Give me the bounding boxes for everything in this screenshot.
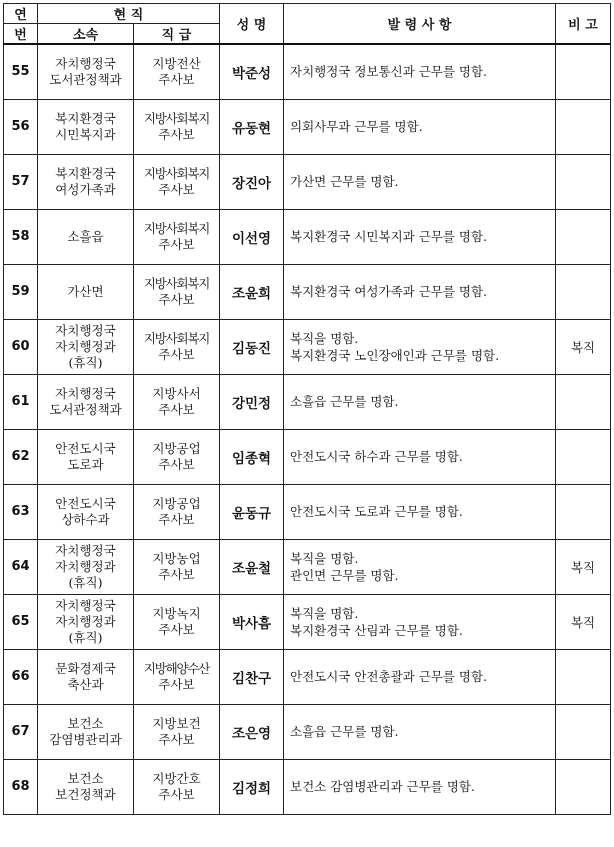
header-order: 발 령 사 항: [284, 4, 556, 45]
rank-line: 주사보: [158, 786, 195, 802]
order-line: 복직을 명함.: [290, 550, 359, 566]
order-cell: [284, 539, 556, 594]
department-cell: [38, 264, 134, 319]
note-cell: [556, 484, 611, 539]
table-row: [4, 649, 611, 704]
note-cell: [556, 759, 611, 814]
department-cell: [38, 594, 134, 649]
note-cell: [556, 44, 611, 99]
rank-cell: [134, 429, 220, 484]
department-line: 안전도시국: [55, 495, 116, 511]
order-line: 복지환경국 여성가족과 근무를 명함.: [290, 284, 488, 299]
row-number: 60: [4, 319, 38, 374]
rank-line: 지방농업: [152, 550, 201, 566]
department-line: 보건정책과: [55, 786, 116, 802]
order-line: 안전도시국 안전총괄과 근무를 명함.: [290, 669, 488, 684]
note-cell: [556, 704, 611, 759]
department-line: 자치행정과: [55, 338, 116, 354]
person-name: 조은영: [220, 704, 284, 759]
table-row: [4, 264, 611, 319]
table-body: [4, 44, 611, 814]
department-cell: [38, 539, 134, 594]
header-rank: 직 급: [134, 24, 220, 45]
order-line: 복지환경국 시민복지과 근무를 명함.: [290, 229, 488, 244]
rank-line: 지방사회복지: [143, 330, 210, 346]
rank-line: 주사보: [158, 71, 195, 87]
order-cell: [284, 594, 556, 649]
note-cell: [556, 209, 611, 264]
note-cell: [556, 264, 611, 319]
order-line: 가산면 근무를 명함.: [290, 174, 399, 189]
note-cell: 복직: [556, 319, 611, 374]
rank-line: 주사보: [158, 401, 195, 417]
department-line: (휴직): [68, 629, 103, 645]
person-name: 강민정: [220, 374, 284, 429]
order-line: 관인면 근무를 명함.: [290, 567, 399, 583]
rank-line: 주사보: [158, 566, 195, 582]
order-line: 안전도시국 하수과 근무를 명함.: [290, 449, 463, 464]
order-line: 소흘읍 근무를 명함.: [290, 724, 399, 739]
person-name: 조윤희: [220, 264, 284, 319]
note-cell: 복직: [556, 594, 611, 649]
order-line: 복직을 명함.: [290, 605, 359, 621]
order-cell: [284, 484, 556, 539]
order-line: 안전도시국 도로과 근무를 명함.: [290, 504, 463, 519]
rank-cell: [134, 539, 220, 594]
department-line: 여성가족과: [55, 181, 116, 197]
row-number: 66: [4, 649, 38, 704]
rank-cell: [134, 374, 220, 429]
rank-line: 주사보: [158, 456, 195, 472]
department-cell: [38, 209, 134, 264]
rank-cell: [134, 594, 220, 649]
person-name: 윤동규: [220, 484, 284, 539]
department-line: 상하수과: [61, 511, 110, 527]
department-line: 자치행정국: [55, 55, 116, 71]
department-cell: [38, 704, 134, 759]
order-cell: [284, 264, 556, 319]
order-cell: [284, 99, 556, 154]
row-number: 55: [4, 44, 38, 99]
rank-cell: [134, 99, 220, 154]
rank-cell: [134, 154, 220, 209]
header-no-bottom: 번: [4, 24, 38, 45]
department-line: 도서관정책과: [49, 401, 122, 417]
person-name: 이선영: [220, 209, 284, 264]
table-header: [4, 4, 611, 45]
header-current-post: 현 직: [38, 4, 220, 24]
order-cell: [284, 429, 556, 484]
note-cell: [556, 429, 611, 484]
rank-line: 지방공업: [152, 495, 201, 511]
row-number: 64: [4, 539, 38, 594]
rank-line: 지방간호: [152, 770, 201, 786]
rank-cell: [134, 759, 220, 814]
person-name: 김동진: [220, 319, 284, 374]
order-line: 보건소 감염병관리과 근무를 명함.: [290, 779, 475, 794]
row-number: 57: [4, 154, 38, 209]
table-row: [4, 594, 611, 649]
rank-cell: [134, 649, 220, 704]
department-cell: [38, 759, 134, 814]
department-line: 자치행정과: [55, 558, 116, 574]
department-line: 문화경제국: [55, 660, 116, 676]
department-cell: [38, 44, 134, 99]
row-number: 56: [4, 99, 38, 154]
department-cell: [38, 484, 134, 539]
department-line: 도서관정책과: [49, 71, 122, 87]
row-number: 61: [4, 374, 38, 429]
row-number: 67: [4, 704, 38, 759]
order-line: 복지환경국 산림과 근무를 명함.: [290, 622, 463, 638]
rank-line: 주사보: [158, 346, 195, 362]
person-name: 김정희: [220, 759, 284, 814]
table-row: [4, 154, 611, 209]
table-row: [4, 319, 611, 374]
table-row: [4, 99, 611, 154]
department-line: 소흘읍: [67, 228, 104, 244]
person-name: 조윤철: [220, 539, 284, 594]
department-line: 자치행정국: [55, 322, 116, 338]
note-cell: 복직: [556, 539, 611, 594]
row-number: 63: [4, 484, 38, 539]
department-cell: [38, 374, 134, 429]
department-line: 복지환경국: [55, 110, 116, 126]
rank-line: 주사보: [158, 236, 195, 252]
rank-line: 지방사서: [152, 385, 201, 401]
order-cell: [284, 704, 556, 759]
department-line: 가산면: [67, 283, 104, 299]
order-line: 복직을 명함.: [290, 330, 359, 346]
order-cell: [284, 154, 556, 209]
row-number: 65: [4, 594, 38, 649]
table-row: [4, 704, 611, 759]
rank-line: 주사보: [158, 676, 195, 692]
rank-line: 주사보: [158, 731, 195, 747]
rank-line: 지방녹지: [152, 605, 201, 621]
note-cell: [556, 374, 611, 429]
department-line: 자치행정과: [55, 613, 116, 629]
rank-line: 지방해양수산: [143, 660, 210, 676]
rank-line: 주사보: [158, 181, 195, 197]
table-row: [4, 759, 611, 814]
order-cell: [284, 649, 556, 704]
rank-cell: [134, 319, 220, 374]
department-line: (휴직): [68, 354, 103, 370]
rank-cell: [134, 704, 220, 759]
rank-cell: [134, 209, 220, 264]
header-no-top: 연: [4, 4, 38, 24]
department-cell: [38, 319, 134, 374]
department-line: 도로과: [67, 456, 104, 472]
department-line: 감염병관리과: [49, 731, 122, 747]
person-name: 유동현: [220, 99, 284, 154]
table-row: [4, 429, 611, 484]
rank-line: 지방보건: [152, 715, 201, 731]
department-line: 보건소: [67, 770, 104, 786]
department-cell: [38, 99, 134, 154]
order-line: 소흘읍 근무를 명함.: [290, 394, 399, 409]
order-cell: [284, 759, 556, 814]
order-cell: [284, 44, 556, 99]
personnel-order-table: [3, 3, 611, 815]
note-cell: [556, 649, 611, 704]
person-name: 임종혁: [220, 429, 284, 484]
rank-line: 지방공업: [152, 440, 201, 456]
header-name: 성 명: [220, 4, 284, 45]
department-line: 복지환경국: [55, 165, 116, 181]
row-number: 59: [4, 264, 38, 319]
person-name: 박준성: [220, 44, 284, 99]
person-name: 장진아: [220, 154, 284, 209]
person-name: 박사흠: [220, 594, 284, 649]
rank-line: 주사보: [158, 126, 195, 142]
rank-line: 지방사회복지: [143, 165, 210, 181]
order-line: 자치행정국 정보통신과 근무를 명함.: [290, 64, 488, 80]
header-dept: 소속: [38, 24, 134, 45]
note-cell: [556, 99, 611, 154]
department-line: 자치행정국: [55, 542, 116, 558]
order-cell: [284, 209, 556, 264]
order-line: 의회사무과 근무를 명함.: [290, 119, 423, 134]
department-line: 축산과: [67, 676, 104, 692]
row-number: 58: [4, 209, 38, 264]
order-cell: [284, 319, 556, 374]
rank-line: 지방전산: [152, 55, 201, 71]
order-cell: [284, 374, 556, 429]
department-cell: [38, 429, 134, 484]
note-cell: [556, 154, 611, 209]
rank-line: 지방사회복지: [143, 220, 210, 236]
department-line: 자치행정국: [55, 385, 116, 401]
table-row: [4, 44, 611, 99]
rank-cell: [134, 264, 220, 319]
rank-cell: [134, 44, 220, 99]
table-row: [4, 374, 611, 429]
rank-line: 주사보: [158, 621, 195, 637]
rank-line: 지방사회복지: [143, 275, 210, 291]
table-row: [4, 484, 611, 539]
department-line: (휴직): [68, 574, 103, 590]
rank-cell: [134, 484, 220, 539]
department-line: 자치행정국: [55, 597, 116, 613]
department-line: 시민복지과: [55, 126, 116, 142]
person-name: 김찬구: [220, 649, 284, 704]
rank-line: 지방사회복지: [143, 110, 210, 126]
rank-line: 주사보: [158, 291, 195, 307]
department-line: 안전도시국: [55, 440, 116, 456]
department-cell: [38, 649, 134, 704]
table-row: [4, 209, 611, 264]
row-number: 68: [4, 759, 38, 814]
department-line: 보건소: [67, 715, 104, 731]
order-line: 복지환경국 노인장애인과 근무를 명함.: [290, 347, 500, 363]
table-row: [4, 539, 611, 594]
rank-line: 주사보: [158, 511, 195, 527]
header-note: 비 고: [556, 4, 611, 45]
department-cell: [38, 154, 134, 209]
row-number: 62: [4, 429, 38, 484]
